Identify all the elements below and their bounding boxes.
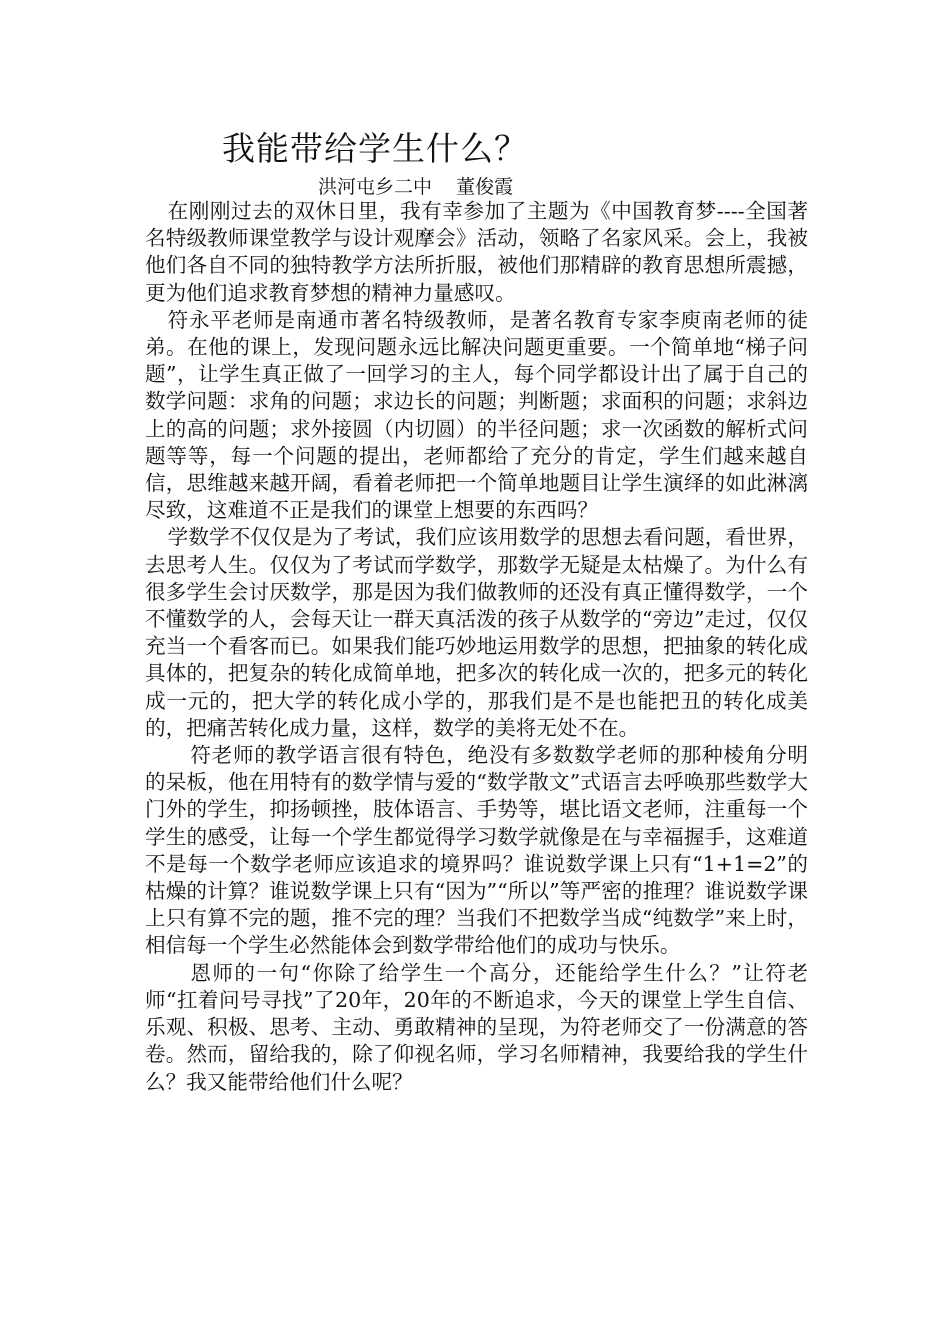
paragraph-3: 学数学不仅仅是为了考试，我们应该用数学的思想去看问题，看世界，去思考人生。仅仅为了考试而学数学，那数学无疑是太枯燥了。为什么有很多学生会讨厌数学，那是因为我们做教师的还没有真正懂得数学，一个不懂数学的人，会每天让一群天真活泼的孩子从数学的“旁边”走过，仅仅充当一个看客而已。如果我们能巧妙地运用数学的思想，把抽象的转化成具体的，把复杂的转化成简单地，把多次的转化成一次的，把多元的转化成一元的，把大学的转化成小学的，那我们是不是也能把丑的转化成美的，把痛苦转化成力量，这样，数学的美将无处不在。 [145,525,808,740]
paragraph-1: 在刚刚过去的双休日里，我有幸参加了主题为《中国教育梦----全国著名特级教师课堂教学与设计观摩会》活动，领略了名家风采。会上，我被他们各自不同的独特教学方法所折服，被他们那精辟的教育思想所震撼，更为他们追求教育梦想的精神力量感叹。 [145,199,808,305]
paragraph-5: 恩师的一句“你除了给学生一个高分，还能给学生什么？”让符老师“扛着问号寻找”了20年，20年的不断追求，今天的课堂上学生自信、乐观、积极、思考、主动、勇敢精神的呈现，为符老师交了一份满意的答卷。然而，留给我的，除了仰视名师，学习名师精神，我要给我的学生什么？我又能带给他们什么呢？ [145,960,808,1094]
document-body [145,198,808,1096]
paragraph-4: 符老师的教学语言很有特色，绝没有多数数学老师的那种棱角分明的呆板，他在用特有的数学情与爱的“数学散文”式语言去呼唤那些数学大门外的学生，抑扬顿挫，肢体语言、手势等，堪比语文老师，注重每一个学生的感受，让每一个学生都觉得学习数学就像是在与幸福握手，这难道不是每一个数学老师应该追求的境界吗？谁说数学课上只有“1+1=2”的枯燥的计算？谁说数学课上只有“因为”“所以”等严密的推理？谁说数学课上只有算不完的题，推不完的理？当我们不把数学当成“纯数学”来上时，相信每一个学生必然能体会到数学带给他们的成功与快乐。 [145,743,808,958]
author-byline: 洪河屯乡二中 董俊霞 [318,176,514,198]
document-title: 我能带给学生什么？ [222,129,528,168]
paragraph-2: 符永平老师是南通市著名特级教师，是著名教育专家李庾南老师的徒弟。在他的课上，发现问题永远比解决问题更重要。一个简单地“梯子问题”，让学生真正做了一回学习的主人，每个同学都设计出了属于自己的数学问题：求角的问题；求边长的问题；判断题；求面积的问题；求斜边上的高的问题；求外接圆（内切圆）的半径问题；求一次函数的解析式问题等等，每一个问题的提出，老师都给了充分的肯定，学生们越来越自信，思维越来越开阔，看着老师把一个简单地题目让学生演绎的如此淋漓尽致，这难道不正是我们的课堂上想要的东西吗？ [145,307,808,523]
